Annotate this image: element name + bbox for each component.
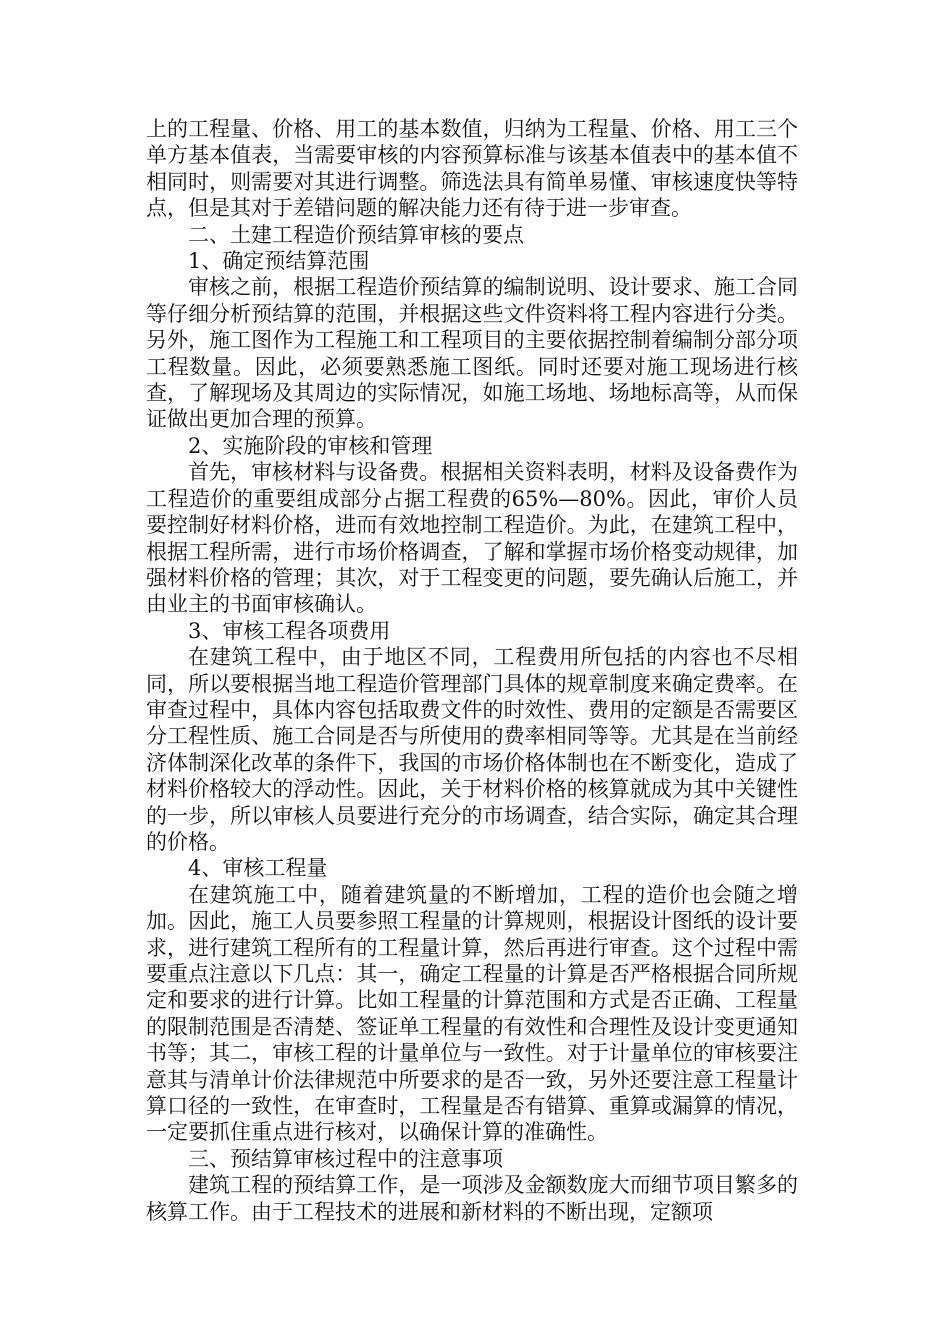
paragraph: 在建筑工程中，由于地区不同，工程费用所包括的内容也不尽相同，所以要根据当地工程造价管理部门具体的规章制度来确定费率。在审查过程中，具体内容包括取费文件的时效性、费用的定额是否需要区分工程性质、施工合同是否与所使用的费率相同等等。尤其是在当前经济体制深化改革的条件下，我国的市场价格体制也在不断变化，造成了材料价格较大的浮动性。因此，关于材料价格的核算就成为其中关键性的一步，所以审核人员要进行充分的市场调查，结合实际，确定其合理的价格。 <box>146 645 798 854</box>
section-heading-3: 三、预结算审核过程中的注意事项 <box>188 1146 503 1171</box>
paragraph: 首先，审核材料与设备费。根据相关资料表明，材料及设备费作为工程造价的重要组成部分占据工程费的65%—80%。因此，审价人员要控制好材料价格，进而有效地控制工程造价。为此，在建筑工程中，根据工程所需，进行市场价格调查，了解和掌握市场价格变动规律，加强材料价格的管理；其次，对于工程变更的问题，要先确认后施工，并由业主的书面审核确认。 <box>146 460 798 617</box>
paragraph: 在建筑施工中，随着建筑量的不断增加，工程的造价也会随之增加。因此，施工人员要参照工程量的计算规则，根据设计图纸的设计要求，进行建筑工程所有的工程量计算，然后再进行审查。这个过程中需要重点注意以下几点：其一，确定工程量的计算是否严格根据合同所规定和要求的进行计算。比如工程量的计算范围和方式是否正确、工程量的限制范围是否清楚、签证单工程量的有效性和合理性及设计变更通知书等；其二，审核工程的计量单位与一致性。对于计量单位的审核要注意其与清单计价法律规范中所要求的是否一致，另外还要注意工程量计算口径的一致性，在审查时，工程量是否有错算、重算或漏算的情况，一定要抓住重点进行核对，以确保计算的准确性。 <box>146 882 798 1145</box>
paragraph-continuation: 上的工程量、价格、用工的基本数值，归纳为工程量、价格、用工三个单方基本值表，当需要审核的内容预算标准与该基本值表中的基本值不相同时，则需要对其进行调整。筛选法具有简单易懂、审核速度快等特点，但是其对于差错问题的解决能力还有待于进一步审查。 <box>146 117 798 221</box>
paragraph-truncated: 建筑工程的预结算工作，是一项涉及金额数庞大而细节项目繁多的核算工作。由于工程技术的进展和新材料的不断出现，定额项 <box>146 1173 798 1224</box>
subheading-2: 2、实施阶段的审核和管理 <box>188 433 433 458</box>
subheading-4: 4、审核工程量 <box>188 856 328 881</box>
paragraph: 审核之前，根据工程造价预结算的编制说明、设计要求、施工合同等仔细分析预结算的范围，并根据这些文件资料将工程内容进行分类。另外，施工图作为工程施工和工程项目的主要依据控制着编制分部分项工程数量。因此，必须要熟悉施工图纸。同时还要对施工现场进行核查，了解现场及其周边的实际情况，如施工场地、场地标高等，从而保证做出更加合理的预算。 <box>146 275 798 432</box>
subheading-3: 3、审核工程各项费用 <box>188 618 391 643</box>
section-heading-2: 二、土建工程造价预结算审核的要点 <box>188 222 524 247</box>
subheading-1: 1、确定预结算范围 <box>188 249 370 274</box>
document-body <box>146 116 798 1225</box>
